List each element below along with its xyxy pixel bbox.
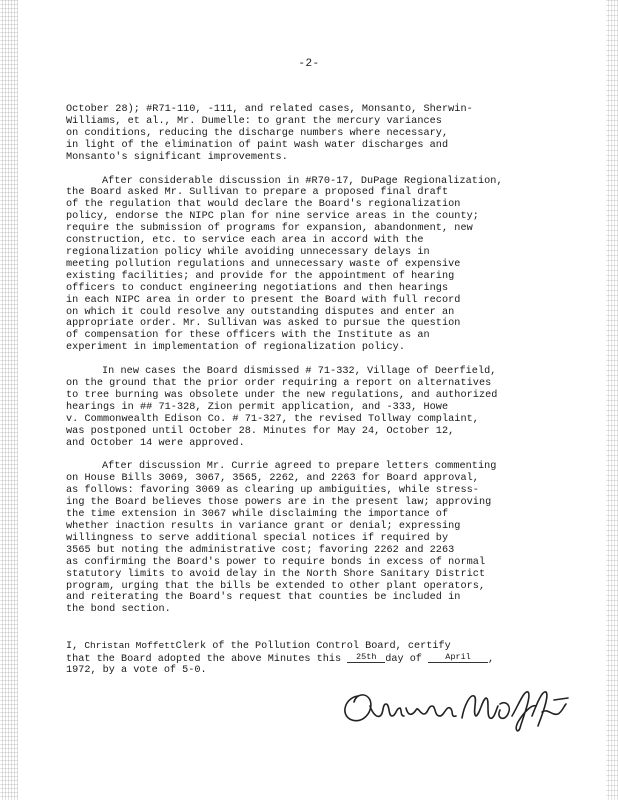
text-line: willingness to serve additional special notices if required by bbox=[66, 532, 449, 544]
adoption-month: April bbox=[428, 653, 488, 663]
text-line: require the submission of programs for expansion, abandonment, new bbox=[66, 223, 473, 235]
text-line: in each NIPC area in order to present the Board with full record bbox=[66, 294, 461, 306]
text-line: the bond section. bbox=[66, 604, 171, 616]
cert-line2-text: that the Board adopted the above Minutes this bbox=[66, 653, 342, 665]
text-line: hearings in ## 71-328, Zion permit application, and -333, Howe bbox=[66, 401, 449, 413]
text-line: Williams, et al., Mr. Dumelle: to grant the mercury variances bbox=[66, 115, 442, 127]
text-line: of the regulation that would declare the Board's regionalization bbox=[66, 199, 461, 211]
certification-line-1 bbox=[66, 640, 566, 653]
text-line: Monsanto's significant improvements. bbox=[66, 151, 288, 163]
text-line: as follows: favoring 3069 as clearing up ambiguities, while stress- bbox=[66, 485, 479, 497]
text-line: officers to conduct engineering negotiations and then hearings bbox=[66, 282, 449, 294]
text-line: on which it could resolve any outstanding disputes and enter an bbox=[66, 306, 455, 318]
scan-edge-left bbox=[0, 0, 18, 800]
paragraph-new-cases bbox=[66, 366, 556, 449]
certification-line-3: 1972, by a vote of 5-0. bbox=[66, 665, 207, 677]
text-line: regionalization policy while avoiding unnecessary delays in bbox=[66, 246, 430, 258]
signature-icon bbox=[336, 676, 576, 736]
minutes-body bbox=[66, 104, 556, 628]
text-line: and October 14 were approved. bbox=[66, 437, 245, 449]
page-number: -2- bbox=[298, 58, 320, 70]
text-line: existing facilities; and provide for the appointment of hearing bbox=[66, 270, 455, 282]
text-line: the time extension in 3067 while disclaiming the importance of bbox=[66, 509, 449, 521]
text-line: in light of the elimination of paint wash water discharges and bbox=[66, 139, 449, 151]
text-line: on conditions, reducing the discharge numbers where necessary, bbox=[66, 127, 449, 139]
text-line: policy, endorse the NIPC plan for nine service areas in the county; bbox=[66, 211, 479, 223]
paragraph-house-bills bbox=[66, 461, 556, 616]
text-line: ing the Board believes those powers are in the present law; approving bbox=[66, 497, 492, 509]
text-line: In new cases the Board dismissed # 71-332, Village of Deerfield, bbox=[102, 366, 497, 378]
text-line: program, urging that the bills be extended to other plant operators, bbox=[66, 580, 486, 592]
text-line: After considerable discussion in #R70-17, DuPage Regionalization, bbox=[102, 175, 503, 187]
adoption-day: 25th bbox=[347, 653, 385, 663]
text-line: October 28); #R71-110, -111, and related cases, Monsanto, Sherwin- bbox=[66, 104, 473, 115]
paragraph-mercury-variances bbox=[66, 104, 556, 164]
text-line: v. Commonwealth Edison Co. # 71-327, the revised Tollway complaint, bbox=[66, 413, 479, 425]
handwritten-signature bbox=[336, 676, 576, 736]
text-line: appropriate order. Mr. Sullivan was asked to pursue the question bbox=[66, 318, 461, 330]
text-line: and reiterating the Board's request that counties be included in bbox=[66, 592, 461, 604]
clerk-name: Christan Moffett bbox=[84, 640, 176, 651]
cert-prefix: I, bbox=[66, 641, 79, 652]
text-line: as confirming the Board's power to require bonds in excess of normal bbox=[66, 556, 486, 568]
text-line: 3565 but noting the administrative cost; favoring 2262 and 2263 bbox=[66, 544, 455, 556]
clerk-certification bbox=[66, 640, 566, 677]
scan-edge-right bbox=[606, 0, 618, 800]
text-line: was postponed until October 28. Minutes for May 24, October 12, bbox=[66, 425, 455, 437]
text-line: on the ground that the prior order requiring a report on alternatives bbox=[66, 378, 492, 390]
cert-day-of: day of bbox=[385, 653, 422, 665]
certification-line-2: that the Board adopted the above Minutes this 25th day of April , bbox=[66, 651, 495, 665]
text-line: After discussion Mr. Currie agreed to prepare letters commenting bbox=[102, 461, 497, 473]
text-line: construction, etc. to service each area in accord with the bbox=[66, 235, 424, 247]
text-line: on House Bills 3069, 3067, 3565, 2262, and 2263 for Board approval, bbox=[66, 473, 479, 485]
text-line: statutory limits to avoid delay in the North Shore Sanitary District bbox=[66, 568, 486, 580]
cert-line1-text: Clerk of the Pollution Control Board, certify bbox=[175, 641, 451, 652]
paragraph-dupage-regionalization bbox=[66, 176, 556, 355]
text-line: to tree burning was obsolete under the new regulations, and authorized bbox=[66, 389, 498, 401]
text-line: of compensation for these officers with the Institute as an bbox=[66, 330, 430, 342]
text-line: experiment in implementation of regionalization policy. bbox=[66, 342, 405, 354]
text-line: whether inaction results in variance grant or denial; expressing bbox=[66, 521, 461, 532]
text-line: meeting pollution regulations and unnecessary waste of expensive bbox=[66, 258, 461, 270]
text-line: the Board asked Mr. Sullivan to prepare a proposed final draft bbox=[66, 187, 449, 199]
